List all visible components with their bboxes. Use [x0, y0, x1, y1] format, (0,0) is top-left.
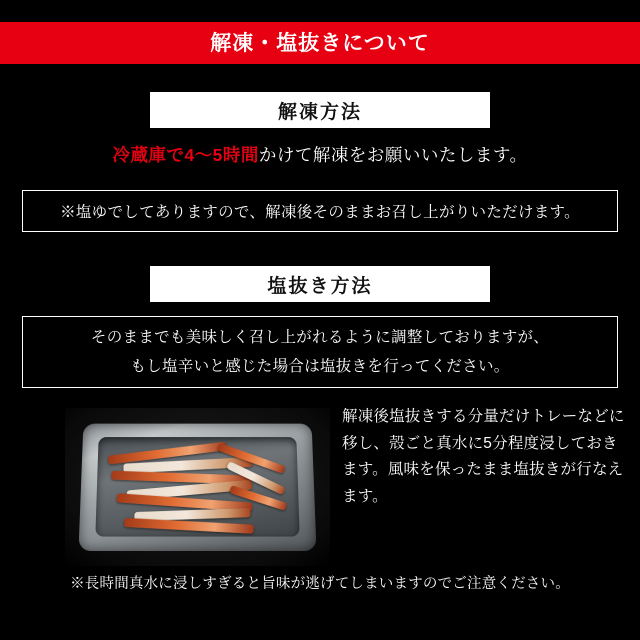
- page-title: 解凍・塩抜きについて: [210, 31, 430, 55]
- thaw-note-text: ※塩ゆでしてありますので、解凍後そのままお召し上がりいただけます。: [60, 204, 580, 221]
- stainless-tray: [79, 424, 317, 551]
- desalt-section-title: [150, 266, 490, 302]
- desalt-note-box: [22, 316, 618, 388]
- photo-caption: 解凍後塩抜きする分量だけトレーなどに移し、殻ごと真水に5分程度浸しておきます。風味を保ったまま塩抜きが行なえます。: [342, 408, 625, 505]
- crab-leg: [124, 518, 254, 534]
- desalt-note-line-2: もし塩辛いと感じた場合は塩抜きを行ってください。: [130, 358, 510, 375]
- desalt-note-line-1: そのままでも美味しく召し上がれるように調整しておりますが、: [90, 328, 550, 346]
- crab-tray-photo: [65, 408, 330, 566]
- thaw-note-box: [22, 190, 618, 232]
- thaw-lead-highlight: 冷蔵庫で4〜5時間: [112, 145, 259, 165]
- thaw-lead-text: [0, 142, 640, 167]
- header-banner: [0, 22, 640, 64]
- thaw-section-title-label: 解凍方法: [277, 101, 362, 123]
- thaw-lead-rest: かけて解凍をお願いいたします。: [258, 145, 528, 165]
- bottom-note: ※長時間真水に浸しすぎると旨味が逃げてしまいますのでご注意ください。: [70, 576, 570, 592]
- thaw-section-title: [150, 92, 490, 128]
- desalt-section-title-label: 塩抜き方法: [267, 275, 373, 297]
- tray-inner-surface: [95, 437, 299, 536]
